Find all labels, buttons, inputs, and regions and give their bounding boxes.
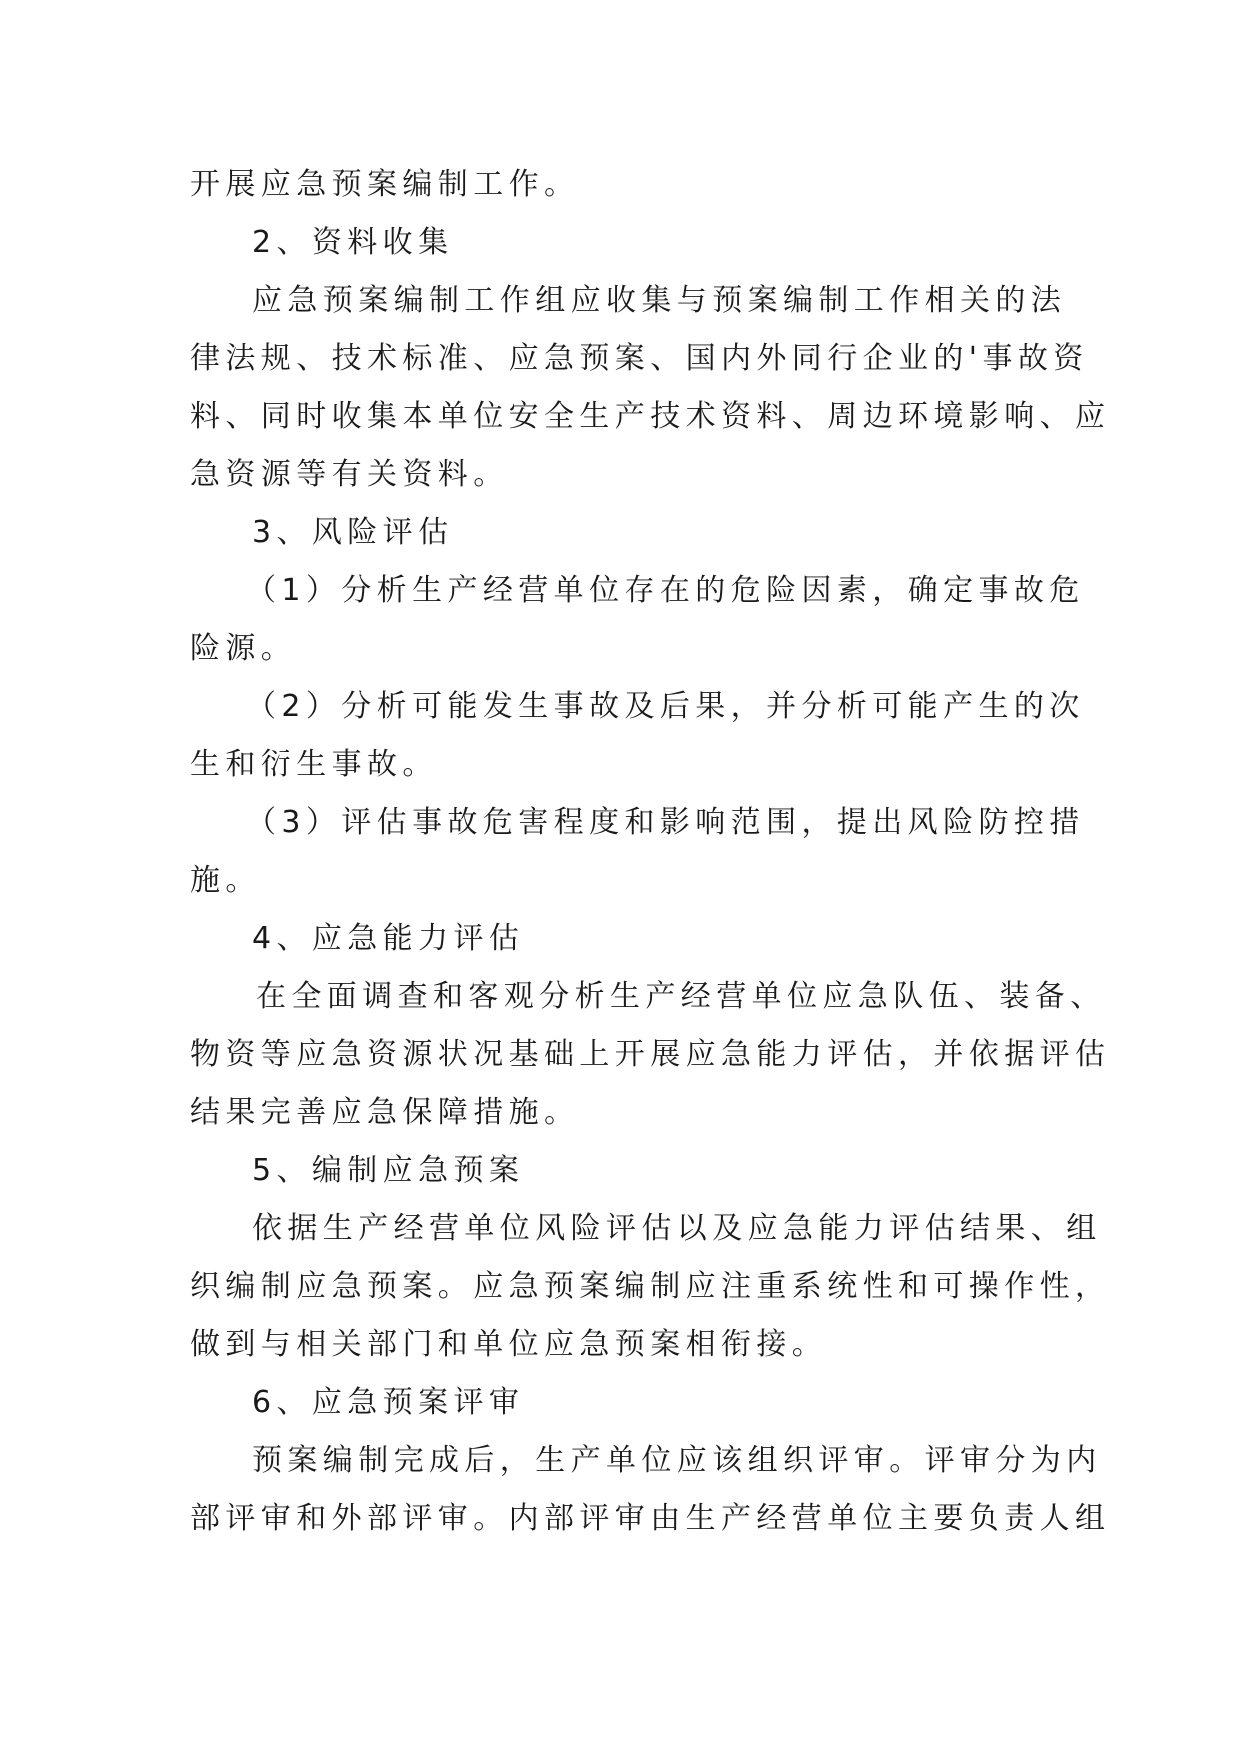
list-item-line: （3）评估事故危害程度和影响范围，提出风险防控措 (246, 805, 1085, 840)
list-item-line: （1）分析生产经营单位存在的危险因素，确定事故危 (246, 573, 1085, 608)
paragraph-line: 做到与相关部门和单位应急预案相衔接。 (190, 1327, 828, 1362)
paragraph-line: 依据生产经营单位风险评估以及应急能力评估结果、组 (252, 1211, 1102, 1246)
section-heading: 6、应急预案评审 (252, 1385, 525, 1420)
list-item-line: （2）分析可能发生事故及后果，并分析可能产生的次 (246, 689, 1085, 724)
section-heading: 5、编制应急预案 (252, 1153, 525, 1188)
paragraph-line: 开展应急预案编制工作。 (190, 167, 580, 202)
list-item-line: 险源。 (190, 631, 297, 666)
paragraph-line: 料、同时收集本单位安全生产技术资料、周边环境影响、应 (190, 399, 1111, 434)
section-heading: 3、风险评估 (252, 515, 454, 550)
list-item-line: 生和衍生事故。 (190, 747, 438, 782)
paragraph-line: 物资等应急资源状况基础上开展应急能力评估，并依据评估 (190, 1037, 1111, 1072)
paragraph-line: 律法规、技术标准、应急预案、国内外同行企业的'事故资 (190, 341, 1089, 376)
paragraph-line: 织编制应急预案。应急预案编制应注重系统性和可操作性， (190, 1269, 1111, 1304)
list-item-line: 施。 (190, 863, 261, 898)
section-heading: 4、应急能力评估 (252, 921, 525, 956)
paragraph-line: 急资源等有关资料。 (190, 457, 509, 492)
paragraph-line: 应急预案编制工作组应收集与预案编制工作相关的法 (252, 283, 1067, 318)
paragraph-line: 预案编制完成后，生产单位应该组织评审。评审分为内 (252, 1443, 1102, 1478)
paragraph-line: 结果完善应急保障措施。 (190, 1095, 580, 1130)
paragraph-line: 在全面调查和客观分析生产经营单位应急队伍、装备、 (256, 979, 1106, 1014)
paragraph-line: 部评审和外部评审。内部评审由生产经营单位主要负责人组 (190, 1501, 1111, 1536)
section-heading: 2、资料收集 (252, 225, 454, 260)
